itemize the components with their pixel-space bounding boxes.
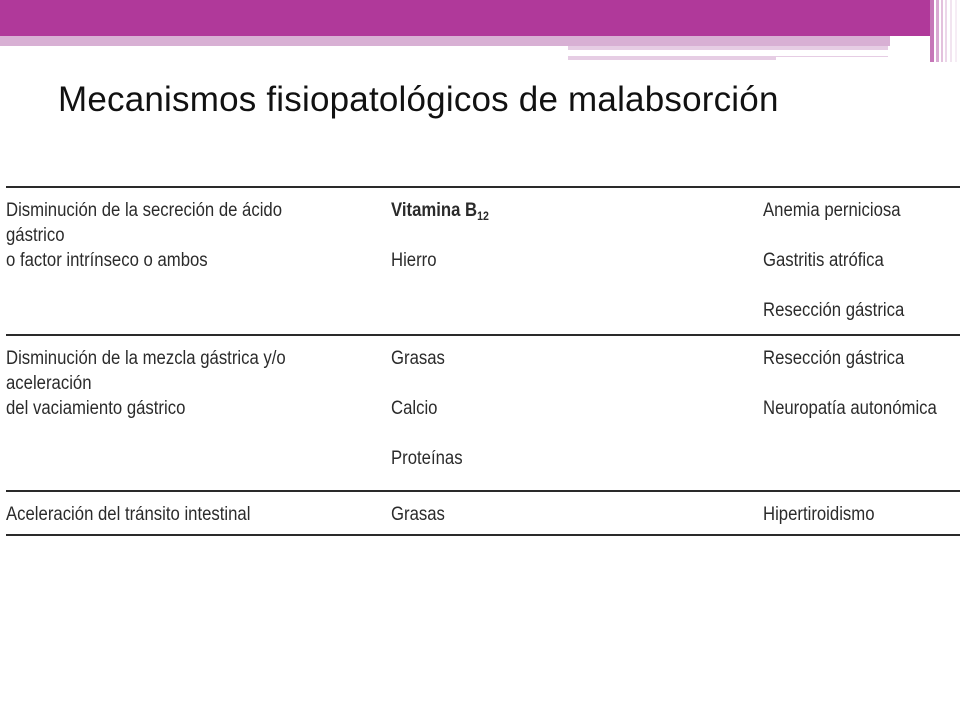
banner-edge-line xyxy=(941,0,943,62)
mechanism-line: o factor intrínseco o ambos xyxy=(6,250,208,271)
nutrient-name: Calcio xyxy=(391,398,438,419)
table-row xyxy=(6,492,960,536)
mechanism-line: del vaciamiento gástrico xyxy=(6,398,186,419)
nutrient-name: Proteínas xyxy=(391,448,463,469)
banner-main-stripe xyxy=(0,0,930,36)
banner-edge-line xyxy=(945,0,947,62)
nutrient-cell xyxy=(391,502,721,552)
nutrient-cell xyxy=(391,346,721,496)
disease-cell xyxy=(763,502,958,552)
disease-item: Resección gástrica xyxy=(763,348,905,369)
nutrient-item xyxy=(391,446,681,496)
nutrient-item xyxy=(391,248,681,298)
mechanism-cell xyxy=(6,502,332,527)
nutrient-name: Hierro xyxy=(391,250,437,271)
disease-cell xyxy=(763,198,958,348)
disease-item: Neuropatía autonómica xyxy=(763,398,937,419)
mechanism-line: Disminución de la secreción de ácido gástrico xyxy=(6,200,283,246)
banner-thin-stripe xyxy=(776,56,888,60)
nutrient-item xyxy=(391,502,681,552)
banner-edge-line xyxy=(950,0,952,62)
mechanism-line: Aceleración del tránsito intestinal xyxy=(6,504,251,525)
banner-edge-line xyxy=(955,0,957,62)
nutrient-name: Vitamina B xyxy=(391,200,478,221)
nutrient-subscript: 12 xyxy=(477,209,489,223)
disease-item: Resección gástrica xyxy=(763,300,905,321)
table-row xyxy=(6,336,960,492)
table-row xyxy=(6,188,960,336)
disease-cell xyxy=(763,346,958,446)
slide-title: Mecanismos fisiopatológicos de malabsorción xyxy=(58,80,779,119)
banner-thin-stripe xyxy=(568,56,778,60)
banner-edge-line xyxy=(936,0,939,62)
malabsorption-mechanisms-table xyxy=(6,186,960,536)
nutrient-name: Grasas xyxy=(391,504,445,525)
nutrient-item xyxy=(391,198,681,248)
mechanism-line: Disminución de la mezcla gástrica y/o aceleración xyxy=(6,348,286,394)
mechanism-cell xyxy=(6,198,332,273)
disease-item: Gastritis atrófica xyxy=(763,250,884,271)
disease-item: Hipertiroidismo xyxy=(763,504,875,525)
top-decorative-banner xyxy=(0,0,960,62)
nutrient-item xyxy=(391,346,681,396)
banner-thin-stripe xyxy=(568,46,888,50)
disease-item: Anemia perniciosa xyxy=(763,200,901,221)
nutrient-name: Grasas xyxy=(391,348,445,369)
nutrient-item xyxy=(391,396,681,446)
nutrient-cell xyxy=(391,198,721,298)
banner-light-stripe xyxy=(0,36,890,46)
banner-edge-line xyxy=(930,0,934,62)
mechanism-cell xyxy=(6,346,332,421)
